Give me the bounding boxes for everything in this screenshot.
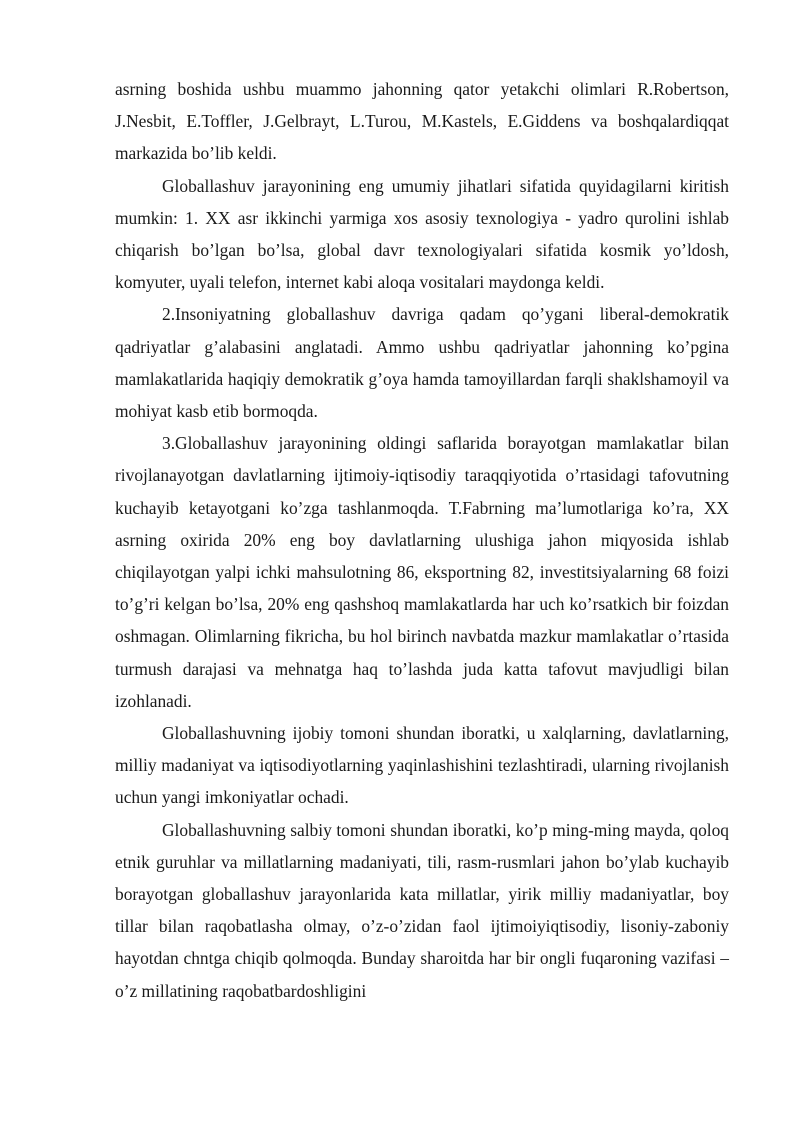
paragraph-point-2: 2.Insoniyatning globallashuv davriga qadam qo’ygani liberal-demokratik qadriyatlar g’alabasini anglatadi. Ammo ushbu qadriyatlar jahonning ko’pgina mamlakatlarida haqiqiy demokratik g’oya hamda tamoyillardan farqli shaklshamoyil va mohiyat kasb etib bormoqda. bbox=[115, 304, 729, 422]
document-page bbox=[115, 73, 729, 1007]
paragraph-general-aspects: Globallashuv jarayonining eng umumiy jihatlari sifatida quyidagilarni kiritish mumkin: 1. XX asr ikkinchi yarmiga xos asosiy texnologiya - yadro qurolini ishlab chiqarish bo’lgan bo’lsa, global davr texnologiyalari sifatida kosmik yo’ldosh, komyuter, uyali telefon, internet kabi aloqa vositalari maydonga keldi. bbox=[115, 175, 729, 293]
paragraph-point-3: 3.Globallashuv jarayonining oldingi saflarida borayotgan mamlakatlar bilan rivojlanayotgan davlatlarning ijtimoiy-iqtisodiy taraqqiyotida o’rtasidagi tafovutning kuchayib ketayotgani ko’zga tashlanmoqda. T.Fabrning ma’lumotlariga ko’ra, XX asrning oxirida 20% eng boy davlatlarning ulushiga jahon miqyosida ishlab chiqilayotgan yalpi ichki mahsulotning 86, eksportning 82, investitsiyalarning 68 foizi to’g’ri kelgan bo’lsa, 20% eng qashshoq mamlakatlarda har uch ko’rsatkich bir foizdan oshmagan. Olimlarning fikricha, bu hol birinch navbatda mazkur mamlakatlar o’rtasida turmush darajasi va mehnatga haq to’lashda juda katta tafovut mavjudligi bilan izohlanadi. bbox=[115, 433, 729, 711]
paragraph-negative-side: Globallashuvning salbiy tomoni shundan iboratki, ko’p ming-ming mayda, qoloq etnik guruhlar va millatlarning madaniyati, tili, rasm-rusmlari jahon bo’ylab kuchayib borayotgan globallashuv jarayonlarida kata millatlar, yirik milliy madaniyatlar, boy tillar bilan raqobatlasha olmay, o’z-o’zidan faol ijtimoiyiqtisodiy, lisoniy-zaboniy hayotdan chntga chiqib qolmoqda. Bunday sharoitda har bir ongli fuqaroning vazifasi – o’z millatining raqobatbardoshligini bbox=[115, 819, 729, 1001]
paragraph-positive-side: Globallashuvning ijobiy tomoni shundan iboratki, u xalqlarning, davlatlarning, milliy madaniyat va iqtisodiyotlarning yaqinlashishini tezlashtiradi, ularning rivojlanish uchun yangi imkoniyatlar ochadi. bbox=[115, 723, 729, 808]
paragraph-continuation: asrning boshida ushbu muammo jahonning qator yetakchi olimlari R.Robertson, J.Nesbit, E.Toffler, J.Gelbrayt, L.Turou, M.Kastels, E.Giddens va boshqalardiqqat markazida bo’lib keldi. bbox=[115, 79, 729, 164]
